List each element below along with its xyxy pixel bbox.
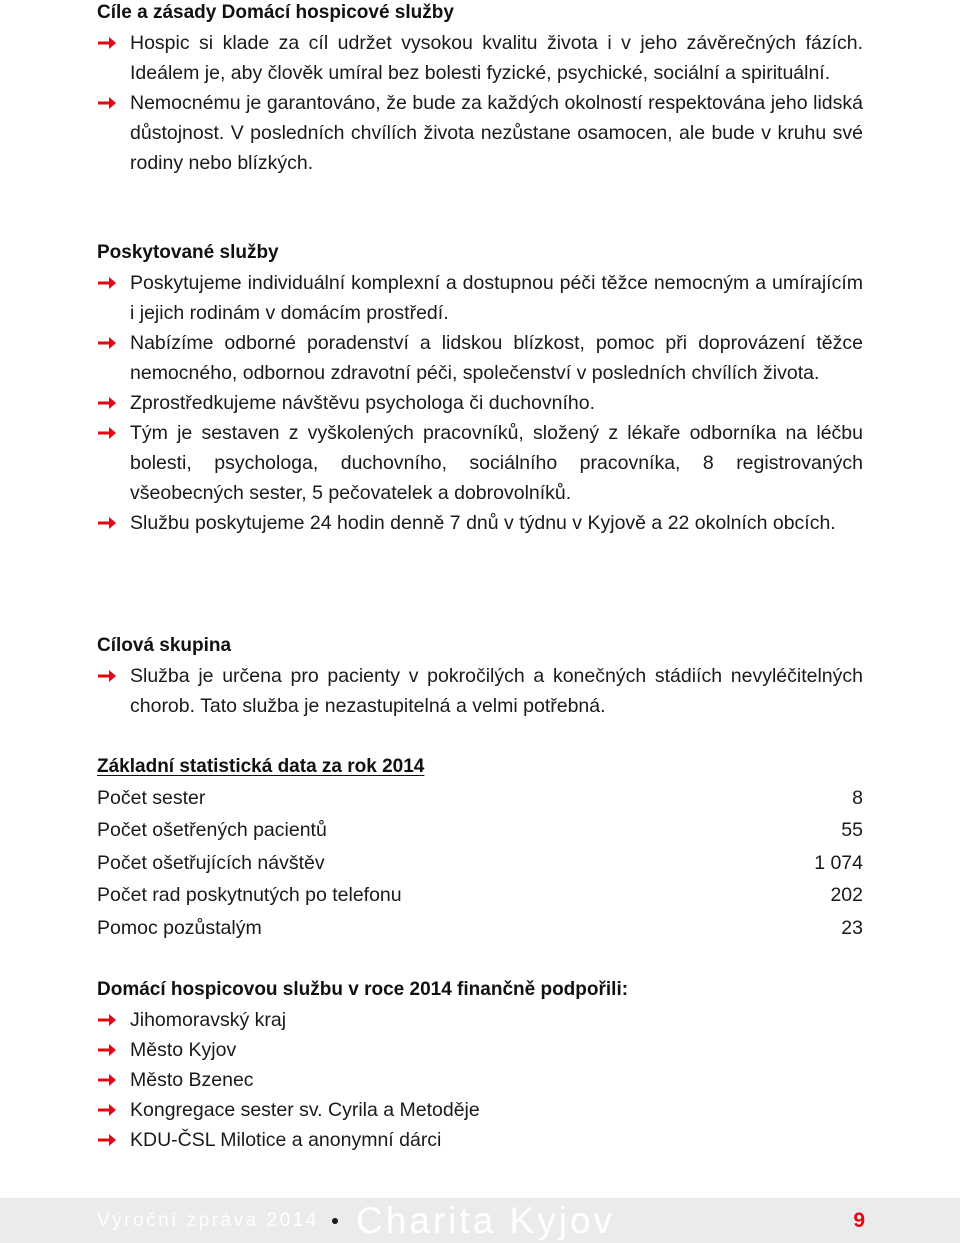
section-title-statistics: Základní statistická data za rok 2014 bbox=[97, 756, 425, 777]
footer-brand: Charita Kyjov bbox=[356, 1200, 616, 1241]
list-item-text: Město Kyjov bbox=[130, 1039, 237, 1061]
page-footer bbox=[0, 1198, 960, 1243]
sponsors-list bbox=[97, 1005, 863, 1155]
footer-separator-dot bbox=[332, 1218, 338, 1224]
section-goals bbox=[97, 0, 863, 178]
table-row bbox=[97, 782, 863, 815]
section-title-sponsors: Domácí hospicovou službu v roce 2014 finančně podpořili: bbox=[97, 979, 629, 1000]
section-sponsors bbox=[97, 975, 863, 1155]
list-item-text: Město Bzenec bbox=[130, 1069, 254, 1091]
list-item-text: Nabízíme odborné poradenství a lidskou blízkost, pomoc při doprovázení těžce nemocného, odbornou zdravotní péči, společenství v posledních chvílích života. bbox=[130, 332, 863, 384]
section-title-services: Poskytované služby bbox=[97, 242, 279, 263]
services-list bbox=[97, 268, 863, 538]
stat-label: Pomoc pozůstalým bbox=[97, 916, 262, 939]
stat-label: Počet sester bbox=[97, 786, 206, 809]
section-title-goals: Cíle a zásady Domácí hospicové služby bbox=[97, 2, 454, 23]
red-arrow-icon bbox=[97, 394, 117, 412]
page-number: 9 bbox=[853, 1209, 865, 1232]
red-arrow-icon bbox=[97, 1071, 117, 1089]
list-item bbox=[97, 328, 863, 388]
list-item bbox=[97, 1125, 863, 1155]
list-item-text: KDU-ČSL Milotice a anonymní dárci bbox=[130, 1129, 442, 1151]
stat-value: 55 bbox=[841, 819, 863, 842]
list-item-text: Zprostředkujeme návštěvu psychologa či duchovního. bbox=[130, 392, 596, 414]
target-list bbox=[97, 661, 863, 721]
list-item bbox=[97, 28, 863, 88]
list-item-text: Kongregace sester sv. Cyrila a Metoděje bbox=[130, 1099, 480, 1121]
list-item bbox=[97, 268, 863, 328]
red-arrow-icon bbox=[97, 334, 117, 352]
red-arrow-icon bbox=[97, 1011, 117, 1029]
list-item bbox=[97, 661, 863, 721]
list-item-text: Hospic si klade za cíl udržet vysokou kvalitu života i v jeho závěrečných fázích. Ideálem je, aby člověk umíral bez bolesti fyzické, psychické, sociální a spirituální. bbox=[130, 32, 863, 84]
red-arrow-icon bbox=[97, 1101, 117, 1119]
stat-value: 8 bbox=[852, 786, 863, 809]
red-arrow-icon bbox=[97, 424, 117, 442]
footer-report-title: Výroční zpráva 2014 bbox=[97, 1210, 319, 1231]
table-row bbox=[97, 815, 863, 848]
section-services bbox=[97, 238, 863, 538]
stat-label: Počet ošetřených pacientů bbox=[97, 819, 327, 842]
list-item-text: Poskytujeme individuální komplexní a dostupnou péči těžce nemocným a umírajícím i jejich rodinám v domácím prostředí. bbox=[130, 272, 863, 324]
section-statistics bbox=[97, 752, 863, 945]
list-item-text: Tým je sestaven z vyškolených pracovníků, složený z lékaře odborníka na léčbu bolesti, psychologa, duchovního, sociálního pracovníka, 8 registrovaných všeobecných sester, 5 pečovatelek a dobrovolníků. bbox=[130, 422, 863, 504]
list-item-text: Služba je určena pro pacienty v pokročilých a konečných stádiích nevyléčitelných chorob. Tato služba je nezastupitelná a velmi potřebná. bbox=[130, 665, 863, 717]
list-item-text: Nemocnému je garantováno, že bude za každých okolností respektována jeho lidská důstojnost. V posledních chvílích života nezůstane osamocen, ale bude v kruhu své rodiny nebo blízkých. bbox=[130, 92, 863, 174]
list-item-text: Jihomoravský kraj bbox=[130, 1009, 287, 1031]
statistics-table bbox=[97, 782, 863, 945]
list-item bbox=[97, 418, 863, 508]
list-item bbox=[97, 1065, 863, 1095]
list-item bbox=[97, 1095, 863, 1125]
list-item bbox=[97, 88, 863, 178]
red-arrow-icon bbox=[97, 667, 117, 685]
red-arrow-icon bbox=[97, 274, 117, 292]
stat-label: Počet ošetřujících návštěv bbox=[97, 851, 325, 874]
stat-value: 1 074 bbox=[814, 851, 863, 874]
stat-label: Počet rad poskytnutých po telefonu bbox=[97, 884, 402, 907]
table-row bbox=[97, 912, 863, 945]
red-arrow-icon bbox=[97, 1041, 117, 1059]
goals-list bbox=[97, 28, 863, 178]
list-item bbox=[97, 1005, 863, 1035]
section-target-group bbox=[97, 631, 863, 721]
red-arrow-icon bbox=[97, 94, 117, 112]
red-arrow-icon bbox=[97, 34, 117, 52]
table-row bbox=[97, 880, 863, 913]
table-row bbox=[97, 847, 863, 880]
list-item bbox=[97, 388, 863, 418]
stat-value: 202 bbox=[830, 884, 863, 907]
list-item-text: Službu poskytujeme 24 hodin denně 7 dnů v týdnu v Kyjově a 22 okolních obcích. bbox=[130, 512, 836, 534]
section-title-target-group: Cílová skupina bbox=[97, 635, 232, 656]
list-item bbox=[97, 1035, 863, 1065]
stat-value: 23 bbox=[841, 916, 863, 939]
red-arrow-icon bbox=[97, 1131, 117, 1149]
list-item bbox=[97, 508, 863, 538]
red-arrow-icon bbox=[97, 514, 117, 532]
